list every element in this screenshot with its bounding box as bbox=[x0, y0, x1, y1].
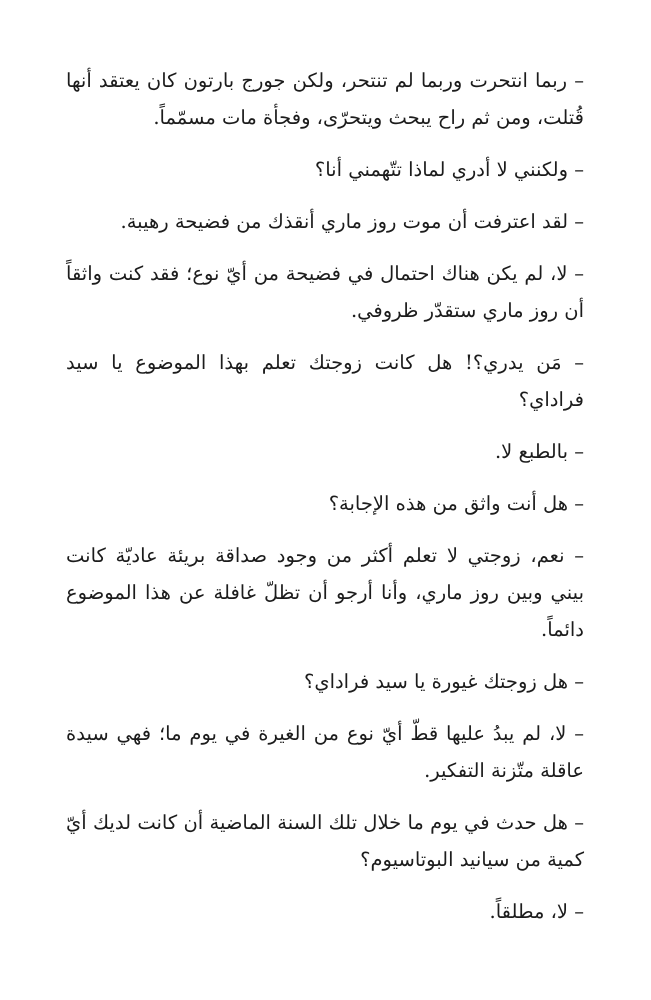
dialogue-paragraph: – هل زوجتك غيورة يا سيد فراداي؟ bbox=[303, 670, 584, 693]
dialogue-paragraph: – بالطبع لا. bbox=[494, 440, 584, 463]
dialogue-paragraph: – لقد اعترفت أن موت روز ماري أنقذك من فضيحة رهيبة. bbox=[120, 210, 584, 233]
dialogue-paragraph: – لا، لم يبدُ عليها قطّ أيّ نوع من الغيرة في يوم ما؛ فهي سيدة عاقلة متّزنة التفكير. bbox=[66, 722, 584, 782]
dialogue-paragraph: – نعم، زوجتي لا تعلم أكثر من وجود صداقة بريئة عاديّة كانت بيني وبين روز ماري، وأنا أرجو أن تظلّ غافلة عن هذا الموضوع دائماً. bbox=[66, 544, 584, 641]
dialogue-paragraph: – لا، لم يكن هناك احتمال في فضيحة من أيّ نوع؛ فقد كنت واثقاً أن روز ماري ستقدّر ظروفي. bbox=[66, 262, 584, 322]
dialogue-paragraph: – لا، مطلقاً. bbox=[489, 900, 584, 923]
book-page-text bbox=[66, 62, 584, 930]
dialogue-paragraph: – ولكنني لا أدري لماذا تتّهمني أنا؟ bbox=[314, 158, 584, 181]
dialogue-paragraph: – هل أنت واثق من هذه الإجابة؟ bbox=[328, 492, 584, 515]
dialogue-paragraph: – ربما انتحرت وربما لم تنتحر، ولكن جورج بارتون كان يعتقد أنها قُتلت، ومن ثم راح يبحث ويتحرّى، وفجأة مات مسمّماً. bbox=[66, 69, 584, 129]
dialogue-paragraph: – هل حدث في يوم ما خلال تلك السنة الماضية أن كانت لديك أيّ كمية من سيانيد البوتاسيوم؟ bbox=[66, 811, 584, 871]
dialogue-paragraph: – مَن يدري؟! هل كانت زوجتك تعلم بهذا الموضوع يا سيد فراداي؟ bbox=[66, 351, 584, 411]
